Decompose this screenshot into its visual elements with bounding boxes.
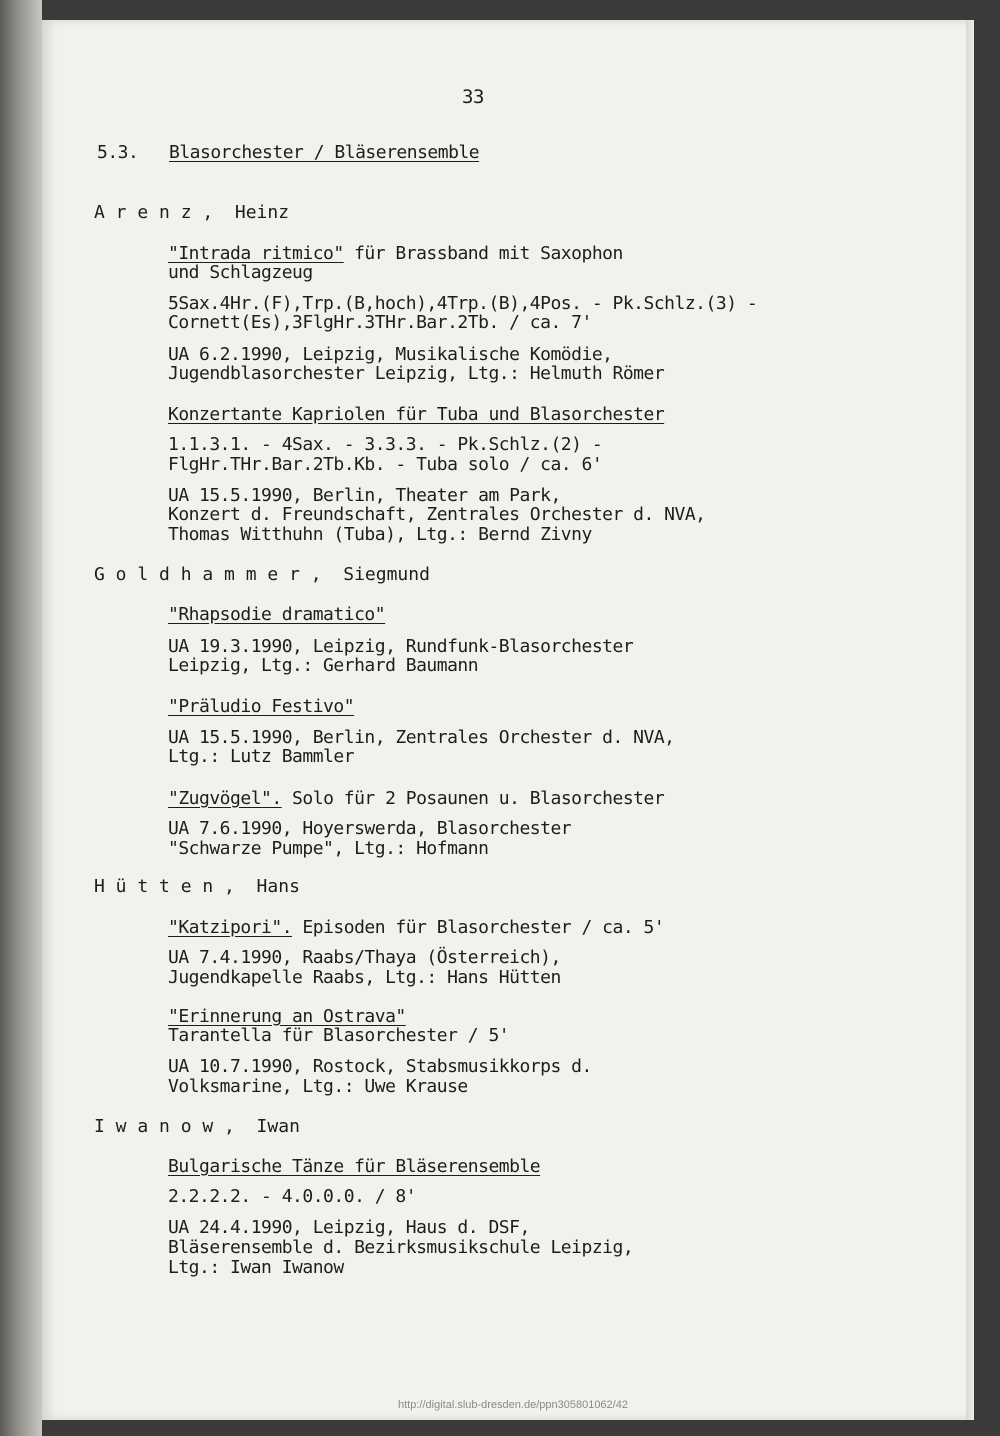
work-title-continuation: Tarantella für Blasorchester / 5'	[168, 1025, 510, 1046]
premiere-line: UA 24.4.1990, Leipzig, Haus d. DSF,	[168, 1217, 530, 1238]
work-title-suffix: für Brassband mit Saxophon	[343, 243, 623, 264]
work-title: Konzertante Kapriolen für Tuba und Blasorchester	[168, 404, 665, 425]
premiere-line: "Schwarze Pumpe", Ltg.: Hofmann	[168, 838, 489, 859]
premiere-line: Volksmarine, Ltg.: Uwe Krause	[168, 1076, 468, 1097]
scoring-line: FlgHr.THr.Bar.2Tb.Kb. - Tuba solo / ca. 6'	[168, 454, 603, 475]
page-number: 33	[462, 86, 484, 108]
premiere-line: Bläserensemble d. Bezirksmusikschule Leipzig,	[168, 1237, 634, 1258]
premiere-line: UA 15.5.1990, Berlin, Theater am Park,	[168, 485, 561, 506]
composer-name: A r e n z , Heinz	[94, 202, 290, 223]
premiere-line: Jugendkapelle Raabs, Ltg.: Hans Hütten	[168, 967, 561, 988]
premiere-line: Jugendblasorchester Leipzig, Ltg.: Helmuth Römer	[168, 363, 665, 384]
scoring-line: 1.1.3.1. - 4Sax. - 3.3.3. - Pk.Schlz.(2) -	[168, 434, 603, 455]
premiere-line: UA 7.6.1990, Hoyerswerda, Blasorchester	[168, 818, 572, 839]
section-title: Blasorchester / Bläserensemble	[169, 142, 480, 163]
premiere-line: Konzert d. Freundschaft, Zentrales Orchester d. NVA,	[168, 504, 706, 525]
composer-name: I w a n o w , Iwan	[94, 1116, 300, 1137]
premiere-line: Ltg.: Lutz Bammler	[168, 746, 355, 767]
composer-name: G o l d h a m m e r , Siegmund	[94, 564, 430, 585]
page-right-edge	[966, 20, 974, 1420]
scoring-line: Cornett(Es),3FlgHr.3THr.Bar.2Tb. / ca. 7'	[168, 312, 592, 333]
work-title: "Katzipori".	[168, 917, 293, 938]
scan-binding-edge	[0, 0, 42, 1436]
premiere-line: Ltg.: Iwan Iwanow	[168, 1257, 344, 1278]
work-title-suffix: Episoden für Blasorchester / ca. 5'	[292, 917, 665, 938]
section-number: 5.3.	[97, 142, 139, 163]
premiere-line: Leipzig, Ltg.: Gerhard Baumann	[168, 655, 479, 676]
work-title: "Rhapsodie dramatico"	[168, 604, 386, 625]
work-title-line	[168, 244, 623, 264]
work-title: "Zugvögel".	[168, 788, 282, 809]
scoring-line: 5Sax.4Hr.(F),Trp.(B,hoch),4Trp.(B),4Pos. - Pk.Schlz.(3) -	[168, 293, 758, 314]
work-title-line	[168, 789, 664, 809]
work-title: "Präludio Festivo"	[168, 696, 355, 717]
work-title: "Erinnerung an Ostrava"	[168, 1006, 406, 1027]
scoring-line: 2.2.2.2. - 4.0.0.0. / 8'	[168, 1186, 417, 1207]
work-title-line	[168, 918, 664, 938]
work-title-continuation: und Schlagzeug	[168, 262, 313, 283]
premiere-line: UA 15.5.1990, Berlin, Zentrales Orchester d. NVA,	[168, 727, 675, 748]
work-title: "Intrada ritmico"	[168, 243, 344, 264]
premiere-line: UA 7.4.1990, Raabs/Thaya (Österreich),	[168, 947, 561, 968]
document-page	[42, 20, 974, 1420]
work-title: Bulgarische Tänze für Bläserensemble	[168, 1156, 541, 1177]
premiere-line: UA 6.2.1990, Leipzig, Musikalische Komödie,	[168, 344, 613, 365]
premiere-line: UA 19.3.1990, Leipzig, Rundfunk-Blasorchester	[168, 636, 634, 657]
premiere-line: Thomas Witthuhn (Tuba), Ltg.: Bernd Zivny	[168, 524, 592, 545]
composer-name: H ü t t e n , Hans	[94, 876, 300, 897]
premiere-line: UA 10.7.1990, Rostock, Stabsmusikkorps d.	[168, 1056, 592, 1077]
work-title-suffix: Solo für 2 Posaunen u. Blasorchester	[281, 788, 665, 809]
source-url[interactable]: http://digital.slub-dresden.de/ppn305801062/42	[398, 1399, 628, 1411]
